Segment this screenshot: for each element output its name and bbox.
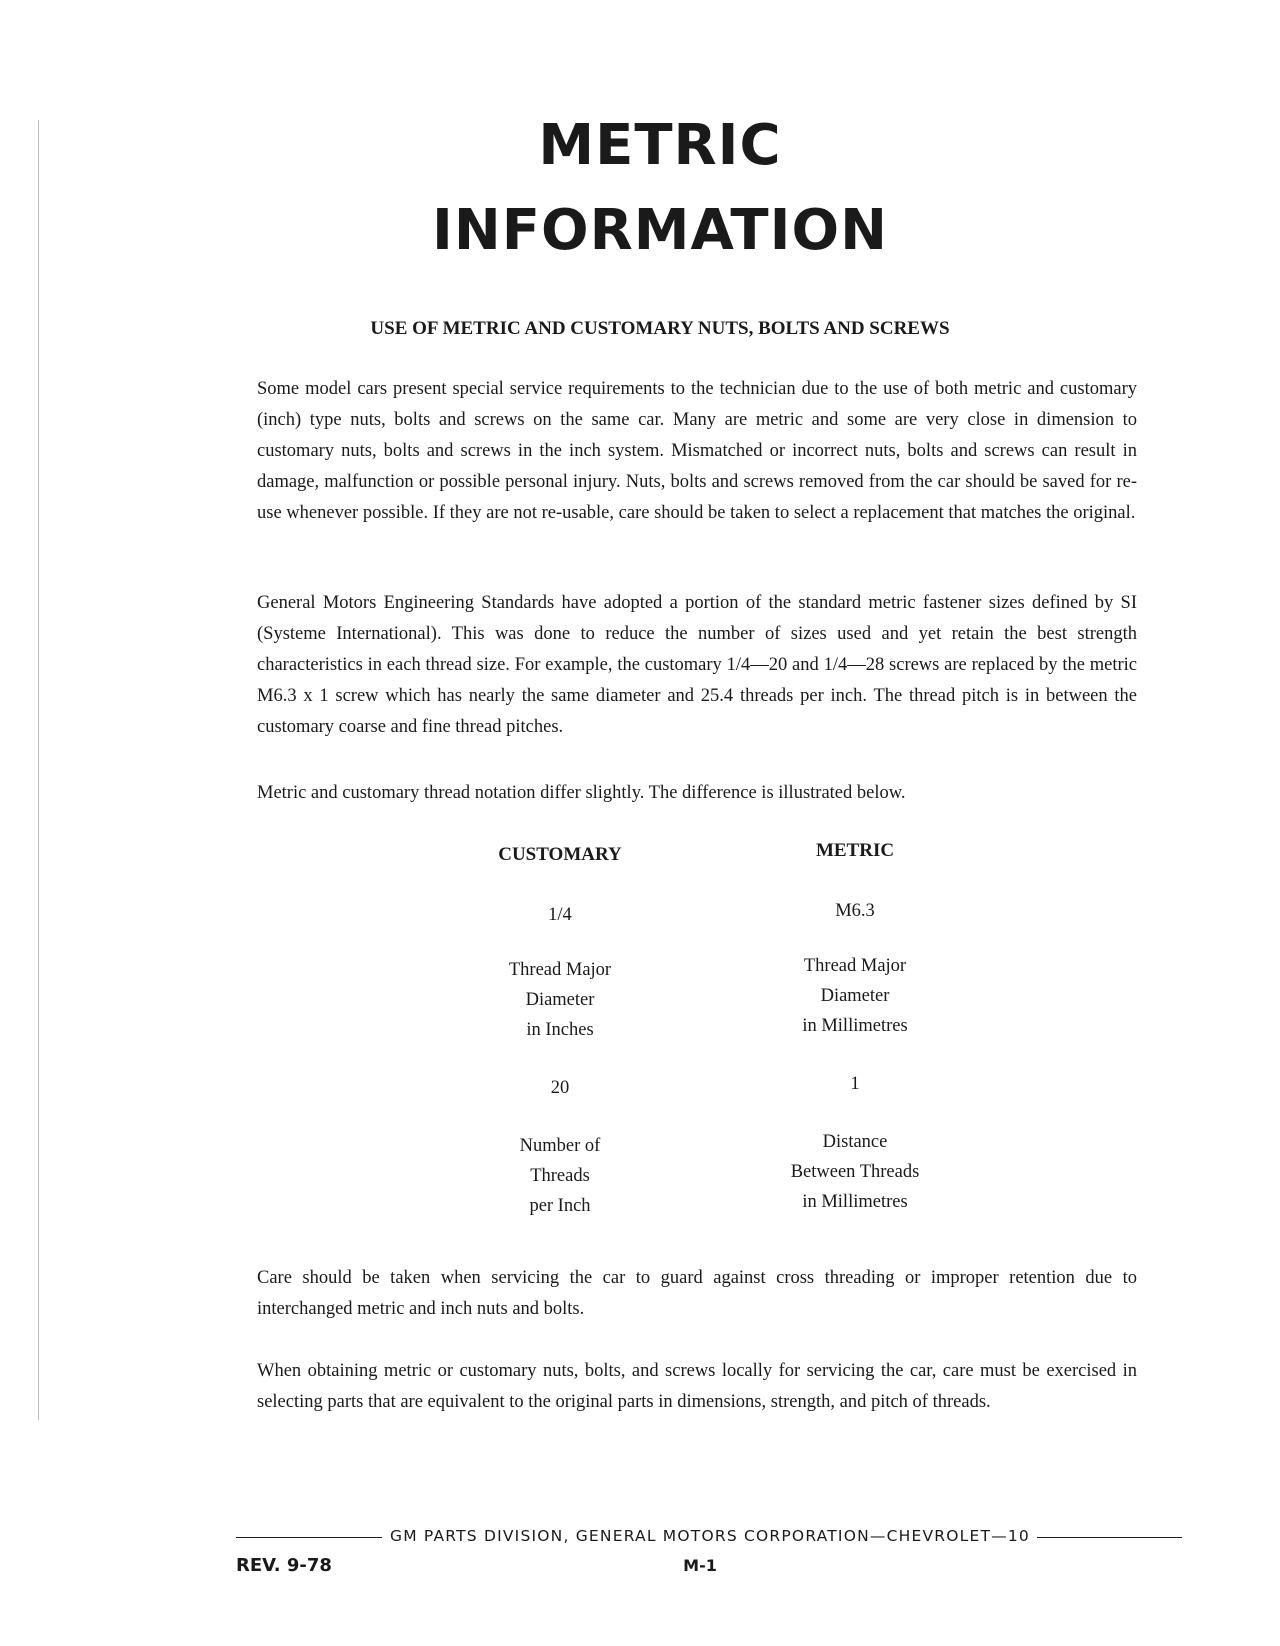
customary-size-desc-line: Thread Major <box>508 960 612 980</box>
paragraph-care-servicing: Care should be taken when servicing the car to guard against cross threading or improper retention due to interchanged metric and inch nuts and bolts. <box>257 1268 1137 1319</box>
customary-pitch-description <box>410 1131 710 1221</box>
metric-size-desc-line: in Millimetres <box>802 1016 908 1036</box>
customary-size: 1/4 <box>548 905 572 925</box>
customary-pitch: 20 <box>550 1078 570 1098</box>
page-title-line-1: METRIC <box>538 113 782 178</box>
metric-pitch-description <box>705 1127 1005 1217</box>
section-heading: USE OF METRIC AND CUSTOMARY NUTS, BOLTS AND SCREWS <box>370 318 950 339</box>
footer-rule-left <box>236 1537 382 1538</box>
revision-label: REV. 9-78 <box>236 1555 332 1576</box>
customary-pitch-desc-line: per Inch <box>529 1196 591 1216</box>
metric-heading: METRIC <box>815 840 895 861</box>
customary-pitch-desc-line: Threads <box>530 1166 590 1186</box>
metric-pitch-desc-line: Distance <box>822 1132 888 1152</box>
binding-edge-mark <box>38 120 39 1420</box>
customary-heading: CUSTOMARY <box>498 844 622 865</box>
metric-pitch-desc-line: Between Threads <box>790 1162 920 1182</box>
paragraph-obtaining-parts: When obtaining metric or customary nuts, bolts, and screws locally for servicing the car, care must be exercised in selecting parts that are equivalent to the original parts in dimensions, strength, and pitch of threads. <box>257 1361 1137 1412</box>
metric-size-desc-line: Diameter <box>820 986 890 1006</box>
page-number: M-1 <box>683 1556 717 1575</box>
metric-pitch-desc-line: in Millimetres <box>802 1192 908 1212</box>
metric-size: M6.3 <box>835 901 875 921</box>
metric-size-desc-line: Thread Major <box>803 956 907 976</box>
customary-size-description <box>410 955 710 1045</box>
customary-size-desc-line: in Inches <box>526 1020 594 1040</box>
paragraph-gm-standards: General Motors Engineering Standards have adopted a portion of the standard metric fastener sizes defined by SI (Systeme International). This was done to reduce the number of sizes used and yet retain the best strength characteristics in each thread size. For example, the customary 1/4—20 and 1/4—28 screws are replaced by the metric M6.3 x 1 screw which has nearly the same diameter and 25.4 threads per inch. The thread pitch is in between the customary coarse and fine thread pitches. <box>257 593 1137 737</box>
paragraph-notation: Metric and customary thread notation differ slightly. The difference is illustrated below. <box>257 783 906 803</box>
footer-publisher: GM PARTS DIVISION, GENERAL MOTORS CORPORATION—CHEVROLET—10 <box>390 1527 1030 1545</box>
metric-size-description <box>705 951 1005 1041</box>
customary-size-desc-line: Diameter <box>525 990 595 1010</box>
metric-pitch: 1 <box>850 1074 860 1094</box>
customary-pitch-desc-line: Number of <box>519 1136 601 1156</box>
footer-rule-right <box>1037 1537 1182 1538</box>
paragraph-intro: Some model cars present special service requirements to the technician due to the use of both metric and customary (inch) type nuts, bolts and screws on the same car. Many are metric and some are very close in dimension to customary nuts, bolts and screws in the inch system. Mismatched or incorrect nuts, bolts and screws can result in damage, malfunction or possible personal injury. Nuts, bolts and screws removed from the car should be saved for re-use whenever possible. If they are not re-usable, care should be taken to select a replacement that matches the original. <box>257 379 1137 523</box>
page-title-line-2: INFORMATION <box>432 198 888 263</box>
